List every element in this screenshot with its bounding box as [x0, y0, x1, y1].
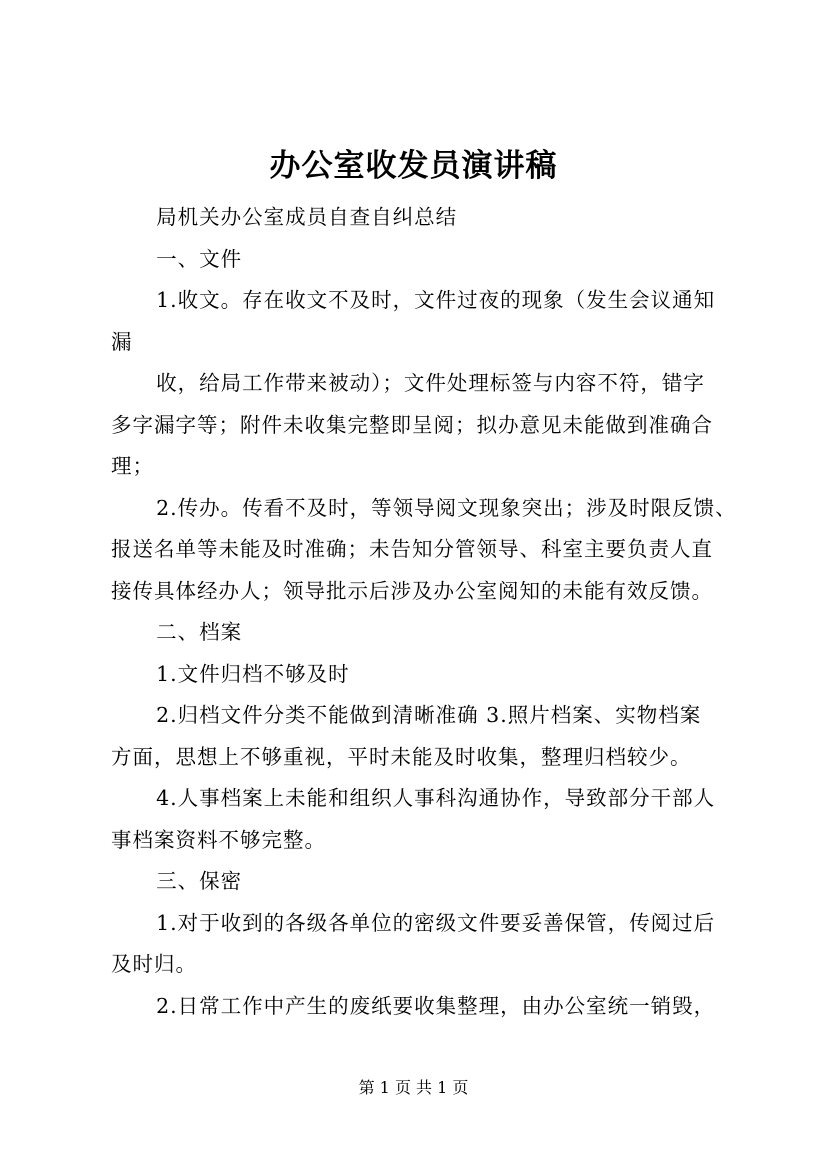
section-heading: 三、保密 — [156, 869, 243, 893]
body-line: 多字漏字等；附件未收集完整即呈阅；拟办意见未能做到准确合 — [111, 412, 713, 437]
body-line: 方面，思想上不够重视，平时未能及时收集，整理归档较少。 — [111, 744, 692, 769]
body-line: 2.日常工作中产生的废纸要收集整理，由办公室统一销毁， — [156, 993, 716, 1018]
body-line: 2.传办。传看不及时，等领导阅文现象突出；涉及时限反馈、 — [156, 495, 737, 520]
section-heading: 一、文件 — [156, 246, 243, 271]
body-line: 漏 — [111, 329, 133, 354]
body-line: 理； — [111, 454, 154, 478]
body-line: 局机关办公室成员自查自纠总结 — [156, 205, 458, 229]
section-heading: 二、档案 — [156, 620, 243, 644]
body-line: 1.文件归档不够及时 — [156, 661, 350, 686]
page-title: 办公室收发员演讲稿 — [269, 148, 558, 184]
body-line: 及时归。 — [111, 952, 197, 976]
page-number: 第 1 页 共 1 页 — [358, 1078, 469, 1097]
body-line: 事档案资料不够完整。 — [111, 827, 326, 852]
body-line: 4.人事档案上未能和组织人事科沟通协作，导致部分干部人 — [156, 786, 716, 810]
body-line: 1.对于收到的各级各单位的密级文件要妥善保管，传阅过后 — [156, 910, 716, 935]
body-line: 接传具体经办人；领导批示后涉及办公室阅知的未能有效反馈。 — [111, 578, 713, 603]
body-line: 1.收文。存在收文不及时，文件过夜的现象（发生会议通知 — [156, 288, 716, 312]
body-line: 报送名单等未能及时准确；未告知分管领导、科室主要负责人直 — [111, 537, 713, 561]
body-line: 2.归档文件分类不能做到清晰准确 3.照片档案、实物档案 — [156, 703, 702, 727]
document-body — [111, 197, 739, 1027]
body-line: 收，给局工作带来被动）；文件处理标签与内容不符，错字 — [156, 371, 705, 395]
